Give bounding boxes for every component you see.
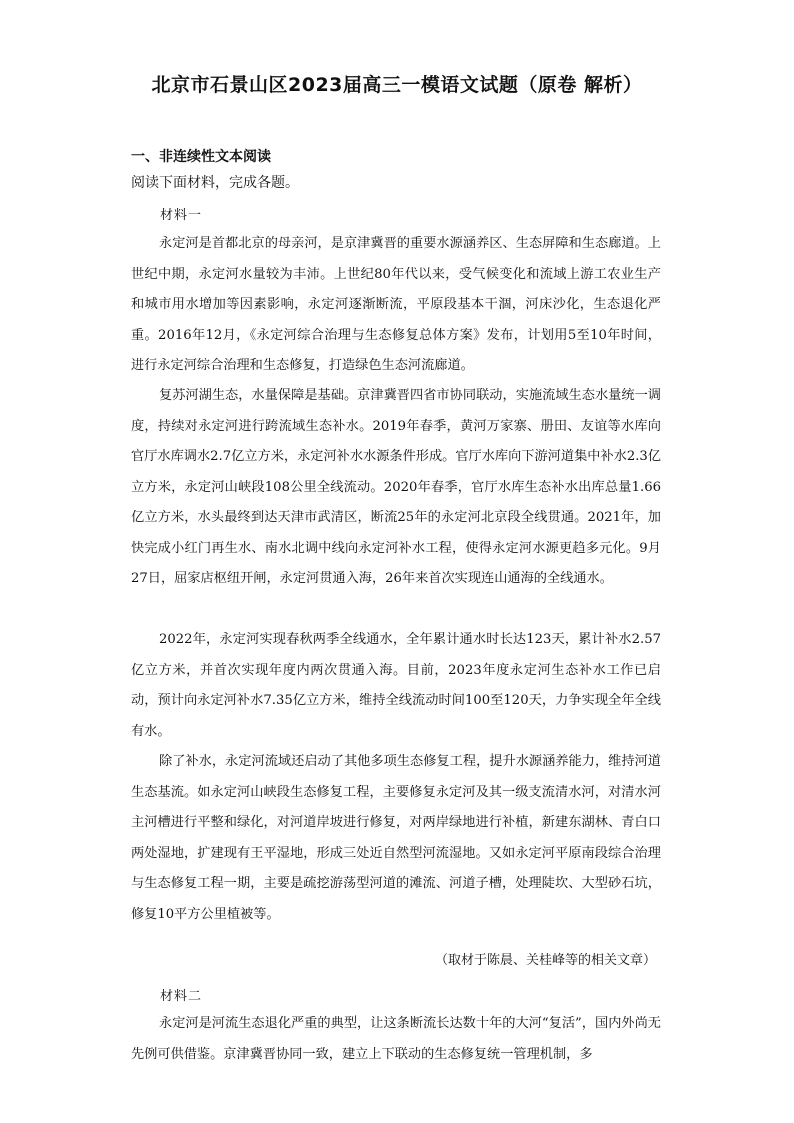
material-one-paragraph: 复苏河湖生态，水量保障是基础。京津冀晋四省市协同联动，实施流域生态水量统一调度，持续对永定河进行跨流域生态补水。2019年春季，黄河万家寨、册田、友谊等水库向官厅水库调水2.7亿立方米，永定河补水水源条件形成。官厅水库向下游河道集中补水2.3亿立方米，永定河山峡段108公里全线流动。2020年春季，官厅水库生态补水出库总量1.66亿立方米，水头最终到达天津市武清区，断流25年的永定河北京段全线贯通。2021年，加快完成小红门再生水、南水北调中线向永定河补水工程，使得永定河水源更趋多元化。9月27日，屈家店枢纽开闸，永定河贯通入海，26年来首次实现连山通海的全线通水。 <box>131 388 661 586</box>
instruction-text: 阅读下面材料，完成各题。 <box>131 175 299 191</box>
material-two-paragraph: 永定河是河流生态退化严重的典型，让这条断流长达数十年的大河“复活”，国内外尚无先例可供借鉴。京津冀晋协同一致，建立上下联动的生态修复统一管理机制，多 <box>131 1016 661 1062</box>
section-heading: 一、非连续性文本阅读 <box>131 149 271 165</box>
page-title: 北京市石景山区2023届高三一模语文试题（原卷 解析） <box>151 74 643 96</box>
material-one-label: 材料一 <box>160 208 203 223</box>
source-citation: （取材于陈晨、关桂峰等的相关文章） <box>434 953 656 968</box>
material-one-paragraph: 永定河是首都北京的母亲河，是京津冀晋的重要水源涵养区、生态屏障和生态廊道。上世纪中期，永定河水量较为丰沛。上世纪80年代以来，受气候变化和流域上游工农业生产和城市用水增加等因素影响，永定河逐渐断流，平原段基本干涸，河床沙化，生态退化严重。2016年12月，《永定河综合治理与生态修复总体方案》发布，计划用5至10年时间，进行永定河综合治理和生态修复，打造绿色生态河流廊道。 <box>131 236 661 373</box>
material-one-paragraph: 除了补水，永定河流域还启动了其他多项生态修复工程，提升水源涵养能力，维持河道生态基流。如永定河山峡段生态修复工程，主要修复永定河及其一级支流清水河，对清水河主河槽进行平整和绿化，对河道岸坡进行修复，对两岸绿地进行补植，新建东湖林、青白口两处湿地，扩建现有王平湿地，形成三处近自然型河流湿地。又如永定河平原南段综合治理与生态修复工程一期，主要是疏挖游荡型河道的滩流、河道子槽，处理陡坎、大型砂石坑，修复10平方公里植被等。 <box>131 754 661 922</box>
material-one-paragraph: 2022年，永定河实现春秋两季全线通水，全年累计通水时长达123天，累计补水2.57亿立方米，并首次实现年度内两次贯通入海。目前，2023年度永定河生态补水工作已启动，预计向永定河补水7.35亿立方米，维持全线流动时间100至120天，力争实现全年全线有水。 <box>131 632 661 739</box>
material-two-label: 材料二 <box>160 989 203 1004</box>
